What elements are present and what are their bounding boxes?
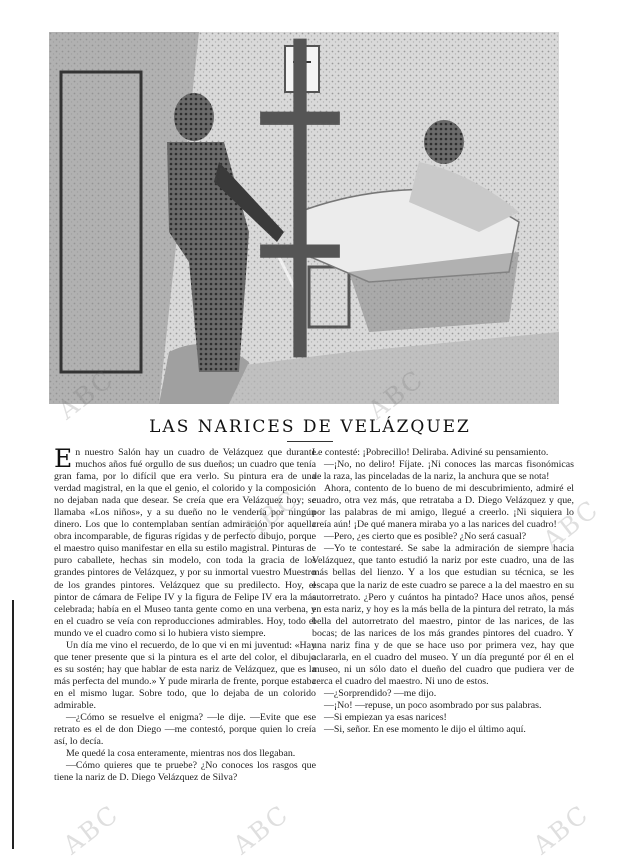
paragraph: En nuestro Salón hay un cuadro de Velázquez que durante muchos años fué orgullo de sus dueños; un cuadro que tenía gran fama, por lo difícil que era verlo. Su pintura era de una verdad magistral, en la que el genio, el colorido y la composición no dejaban nada que desear. Se creía que era Velázquez hoy; se llamaba «Los niños», y a su dueño no le vendería por ningún dinero. Los que lo contemplaban sentían admiración por aquella obra incomparable, de figuras rígidas y de perfecto dibujo, porque el maestro quiso manifestar en ella su estilo magistral. Pinturas de puro caballete, hechas sin modelo, con toda la gracia de los grandes pintores de Velázquez, y por su inmortal vuestro Muestro de los grandes pintores. Velázquez que su predilecto. Hoy, el pintor de cámara de Felipe IV y la figura de Felipe IV era la más celebrada; había en el Museo tanta gente como en una verbena, y en el cuadro se veía con reproducciones admirables. Hoy, todo el mundo ve el cuadro como si lo hubiera visto siempre. [54, 447, 316, 639]
paragraph: —¿Sorprendido? —me dijo. [324, 687, 437, 699]
abc-watermark: ABC [362, 363, 430, 426]
abc-watermark: ABC [52, 363, 120, 426]
paragraph: —Si empiezan ya esas narices! [324, 712, 447, 724]
drop-cap: E [54, 447, 73, 473]
paragraph: Un día me vino el recuerdo, de lo que vi en mi juventud: «Hay que tener presente que si la pintura es el arte del color, el dibujo es su sostén; hay que hablar de esta nariz de Velázquez, que es la más perfecta del mundo.» Y pude mirarla de frente, porque estaba en el mismo lugar. Sobre todo, que lo dejaba de un colorido admirable. [54, 639, 316, 711]
paragraph: —Yo te contestaré. Se sabe la admiración de siempre hacia Velázquez, que tanto estudió la nariz por este cuadro, una de las más bellas del lienzo. Y a los que estudian su técnica, se les escapa que la nariz de este cuadro se parece a la del maestro en su autorretrato. ¿Pero y cuántos ha pintado? Hace unos años, pensé en esta nariz, y hoy es la más bella de la pintura del retrato, la más bella del autorretrato del maestro, pintor de las narices, de las bocas; de las narices de los más grandes pintores del cuadro. Y una nariz fina y de que se hace uso por primera vez, hay que aclararla, en el cuadro del museo. Y un día pregunté por él en el museo, ni un sólo dato el dueño del cuadro que pudiera ver de cerca el cuadro del maestro. Ni uno de estos. [312, 543, 574, 687]
title-underline [287, 441, 333, 442]
paragraph: —¡No, no deliro! Fíjate. ¡Ni conoces las marcas fisonómicas de la raza, las pinceladas de la nariz, la anchura que se nota! [312, 459, 574, 483]
abc-watermark: ABC [57, 798, 125, 860]
paragraph: Me quedé la cosa enteramente, mientras nos dos llegaban. [66, 748, 296, 760]
paragraph: —Si, señor. En ese momento le dijo el último aquí. [324, 724, 526, 736]
paragraph: Ahora, contento de lo bueno de mi descubrimiento, admiré el cuadro, otra vez más, que retrataba a D. Diego Velázquez y que, por las palabras de mi amigo, llegué a creerlo. ¡Ni siquiera lo creía aún! ¡De qué manera miraba yo a las narices del cuadro! [312, 483, 574, 531]
article-title: LAS NARICES DE VELÁZQUEZ [149, 417, 471, 437]
abc-watermark: ABC [537, 493, 605, 556]
abc-watermark: ABC [237, 483, 305, 546]
artist-signature [49, 32, 555, 384]
abc-watermark: ABC [227, 798, 295, 860]
paragraph: —Pero, ¿es cierto que es posible? ¿No será casual? [324, 531, 527, 543]
abc-watermark: ABC [527, 798, 595, 860]
page-edge-rule [12, 600, 14, 849]
paragraph: —¡No! —repuse, un poco asombrado por sus palabras. [324, 699, 542, 711]
article-column-right [312, 447, 574, 827]
paragraph: —¿Cómo se resuelve el enigma? —le dije. —Evite que ese retrato es el de don Diego —me contestó, porque quien lo creía así, lo decía. [54, 712, 316, 748]
article-illustration [49, 32, 559, 404]
paragraph: Le contesté: ¡Pobrecillo! Deliraba. Adiviné su pensamiento. [312, 447, 549, 458]
paragraph: —Cómo quieres que te pruebe? ¿No conoces los rasgos que tiene la nariz de D. Diego Velázquez de Silva? [54, 760, 316, 784]
